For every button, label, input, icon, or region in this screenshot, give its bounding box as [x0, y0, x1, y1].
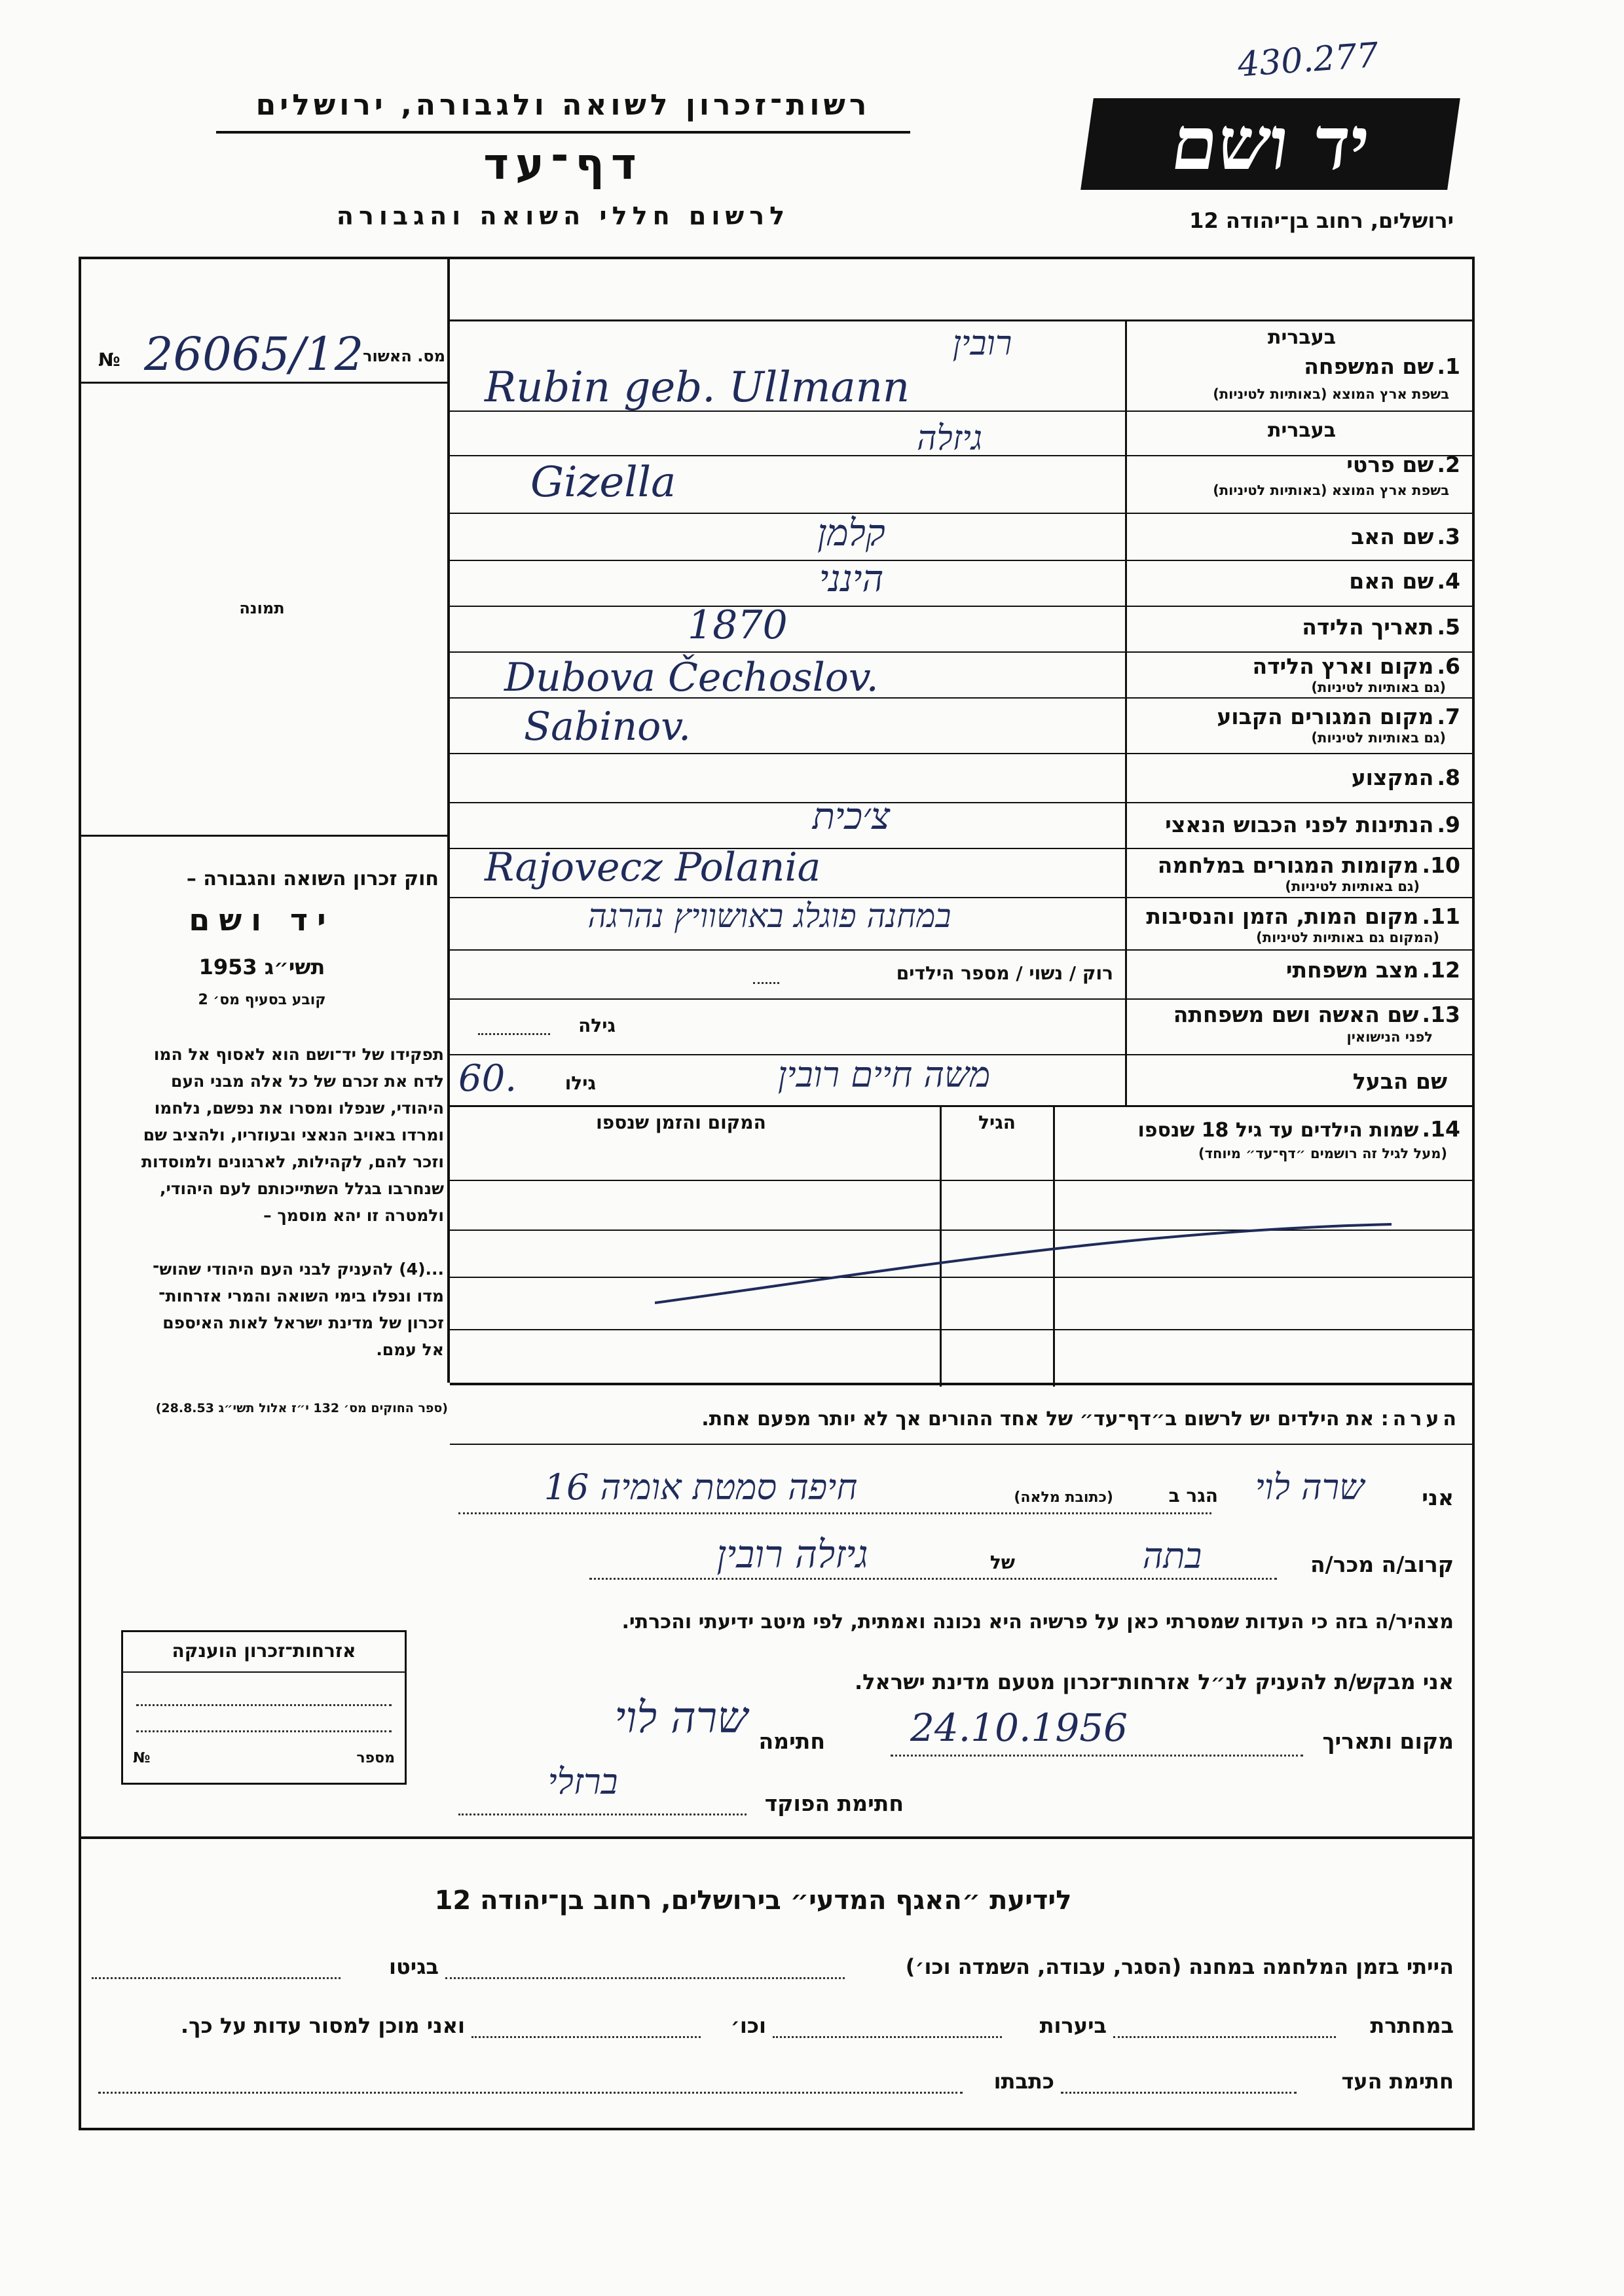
field-label: שם האם	[1349, 568, 1434, 594]
address-hint: (כתובת מלאה)	[1014, 1489, 1113, 1506]
law-line: מדו ונפלו בימי השואה והמרי אזרחות־	[158, 1286, 444, 1305]
field-7-sub: (גם באותיות לטיניות)	[1311, 730, 1446, 746]
field-1-sub: בשפת ארץ המוצא (באותיות לטיניות)	[1213, 386, 1449, 402]
field-label: הנתינות לפני הכבוש הנאצי	[1165, 812, 1434, 837]
law-line: שנחרבו בגלל השתייכותם לעם היהודי,	[159, 1179, 444, 1198]
photo-box-top	[79, 382, 449, 384]
children-row-line	[450, 1180, 1472, 1181]
info-section-rule	[79, 1836, 1475, 1839]
place-date-line	[891, 1755, 1303, 1757]
field-1-hebrew-header: בעברית	[1268, 326, 1336, 349]
row-line	[450, 651, 1472, 653]
info-line-1: הייתי בזמן המלחמה במחנה (הסגר, עבודה, השמדה וכו׳)	[905, 1954, 1454, 1979]
approval-number: 26065/12	[144, 327, 364, 381]
children-sub: (מעל לגיל זה רושמים ״דף־עד״ מיוחד)	[1198, 1146, 1447, 1161]
field-1-label	[1133, 354, 1460, 379]
place-date: 24.10.1956	[910, 1705, 1128, 1750]
husband-label: שם הבעל	[1352, 1068, 1447, 1094]
law-line: זכרון של מדינת ישראל לאות האיספם	[162, 1313, 444, 1332]
header-address: ירושלים, רחוב בן־יהודה 12	[1189, 208, 1454, 233]
citizenship-box	[121, 1630, 407, 1785]
form-title: דף־עד	[483, 139, 643, 189]
forests-blank	[773, 2036, 1002, 2038]
row-line	[450, 949, 1472, 951]
field-label: מקום המגורים הקבוע	[1217, 704, 1434, 729]
field-label: מקומות המגורים במלחמה	[1157, 852, 1419, 878]
field-7-label	[1133, 704, 1460, 729]
law-line: היהודי, שנפלו ומסרו את נפשם, נלחמו	[154, 1099, 444, 1118]
field-number: 12.	[1422, 957, 1460, 983]
citizenship-title: אזרחות־זכרון הוענקה	[172, 1640, 356, 1662]
ready-testify: ואני מוכן למסור עדות על כך.	[180, 2013, 465, 2038]
nationality: צ׳כית	[812, 795, 891, 838]
field-label: שם האשה ושם משפחתה	[1173, 1002, 1419, 1027]
mother-name: הינני	[819, 558, 884, 600]
frame-top	[79, 257, 1475, 259]
husband-name: משה חיים רובין	[777, 1054, 991, 1095]
declarant-address: חיפה סמטת אומיה 16	[544, 1467, 858, 1508]
field-number: 13.	[1422, 1002, 1460, 1027]
citizenship-no-sign: №	[133, 1750, 151, 1766]
info-title: לידיעת ״האגף המדעי״ בירושלים, רחוב בן־יהודה 12	[434, 1886, 1072, 1916]
field-13-label	[1133, 1002, 1460, 1027]
husband-age: 60.	[458, 1057, 517, 1100]
top-row-divider	[447, 319, 1475, 321]
field-number: 3.	[1437, 524, 1460, 549]
label-column-divider	[1125, 319, 1127, 1105]
citizenship-number-label: מספר	[356, 1750, 395, 1766]
note-rule	[450, 1444, 1472, 1445]
citizenship-line	[136, 1704, 392, 1706]
field-5-label	[1133, 614, 1460, 640]
officer-line	[458, 1813, 747, 1815]
citizenship-line	[136, 1730, 392, 1732]
birth-date: 1870	[688, 602, 788, 648]
given-name-latin: Gizella	[530, 458, 676, 507]
law-clause: קובע בסעיף מס׳ 2	[198, 992, 326, 1008]
underground-blank	[1113, 2036, 1336, 2038]
field-number: 14.	[1422, 1116, 1460, 1142]
law-line: ...(4) להעניק לבני העם היהודי שהוש־	[152, 1260, 444, 1279]
law-line: וזכר להם, לקהילות, לארגונים ולמוסדות	[141, 1152, 444, 1171]
relative-label: קרוב/ה מכר/ה	[1310, 1552, 1454, 1577]
father-name: קלמן	[817, 512, 885, 555]
strike-through-line	[655, 1218, 1395, 1309]
row-line	[450, 1105, 1472, 1107]
children-label	[1067, 1116, 1460, 1142]
wife-age-label: גילה	[578, 1015, 616, 1036]
officer-signature: ברזלי	[547, 1761, 618, 1802]
frame-right	[1472, 257, 1475, 2129]
frame-left	[79, 257, 81, 2129]
photo-label: תמונה	[239, 599, 285, 617]
request-text: אני מבקש/ת להעניק לנ״ל אזרחות־זכרון מטעם מדינת ישראל.	[855, 1669, 1454, 1694]
husband-age-label: גילו	[564, 1072, 596, 1094]
field-number: 6.	[1437, 653, 1460, 679]
marital-line	[753, 982, 779, 984]
field-number: 2.	[1437, 452, 1460, 477]
row-line	[450, 753, 1472, 754]
field-11-sub: (המקום גם באותיות לטיניות)	[1256, 930, 1439, 945]
wife-age-line	[478, 1033, 550, 1035]
field-number: 7.	[1437, 704, 1460, 729]
header-rule	[216, 131, 910, 134]
field-number: 10.	[1422, 852, 1460, 878]
field-2-label	[1133, 452, 1460, 477]
field-13-sub: לפני הנישואין	[1346, 1029, 1433, 1045]
field-label: שם המשפחה	[1304, 354, 1434, 379]
left-column-divider	[447, 257, 450, 1383]
residence: Sabinov.	[524, 704, 692, 750]
law-year: תשי״ג 1953	[198, 955, 325, 979]
law-line: לדח את זכרם של כל אלה מבני העם	[171, 1072, 444, 1091]
law-line: תפקידו של יד־ושם הוא לאסוף אל המו	[153, 1045, 444, 1064]
authority-line: רשות־זכרון לשואה ולגבורה, ירושלים	[255, 88, 871, 122]
field-label: תאריך הלידה	[1302, 614, 1434, 640]
signature: שרה לוי	[614, 1692, 748, 1743]
witness-address-blank	[98, 2092, 963, 2094]
approval-label: מס. האשור	[363, 347, 445, 365]
field-10-label	[1133, 852, 1460, 878]
law-gazette: (ספר החוקים מס׳ 132 י״ז אלול תשי״ג 28.8.53)	[155, 1401, 448, 1415]
field-label: המקצוע	[1351, 765, 1434, 790]
field-number: 5.	[1437, 614, 1460, 640]
witness-signature-label: חתימת העד	[1341, 2069, 1454, 2094]
law-line: ומרדו באויב הנאצי ובעוזריו, ולהציב שם	[143, 1125, 444, 1144]
wartime-residence: Rajovecz Polania	[485, 845, 821, 890]
etc-blank	[471, 2036, 701, 2038]
children-place-header: המקום והזמן שנספו	[596, 1112, 766, 1133]
surname-latin: Rubin geb. Ullmann	[485, 363, 910, 412]
field-label: מקום המות, הזמן והנסיבות	[1146, 903, 1419, 929]
law-line: אל עמם.	[376, 1340, 444, 1359]
field-6-sub: (גם באותיות לטיניות)	[1311, 680, 1446, 695]
declaration-text: מצהיר/ה בזה כי העדות שמסרתי כאן על פרשיה היא נכונה ואמתית, לפי מיטב ידיעתי והכרתי.	[621, 1611, 1454, 1633]
note-label: הערה:	[1380, 1408, 1460, 1430]
field-number: 1.	[1437, 354, 1460, 379]
law-name: יד ושם	[189, 902, 335, 938]
note	[458, 1408, 1460, 1430]
birth-place: Dubova Čechoslov.	[504, 655, 879, 701]
witness-signature-blank	[1061, 2092, 1297, 2094]
row-line	[450, 606, 1472, 607]
field-label: מצב משפחתי	[1285, 957, 1419, 983]
field-6-label	[1133, 653, 1460, 679]
field-8-label	[1133, 765, 1460, 790]
children-bottom	[450, 1383, 1472, 1385]
archive-number: 430.277	[1236, 35, 1380, 85]
field-2-sub: בשפת ארץ המוצא (באותיות לטיניות)	[1213, 483, 1449, 498]
of-label: של	[989, 1552, 1015, 1573]
citizenship-title-rule	[123, 1671, 405, 1673]
ghetto-label: בגיטו	[389, 1954, 439, 1979]
approval-no-sign: №	[98, 349, 120, 371]
residing-label: הגר ב	[1168, 1485, 1218, 1506]
law-title: חוק זכרון השואה והגבורה –	[186, 867, 439, 890]
etc-label: וכו׳	[730, 2013, 766, 2038]
row-line	[450, 998, 1472, 1000]
field-11-label	[1133, 903, 1460, 929]
law-line: ולמטרה זו יהא מוסמך –	[263, 1206, 444, 1225]
field-number: 8.	[1437, 765, 1460, 790]
underground-label: במחתרת	[1370, 2013, 1454, 2038]
forests-label: ביערות	[1039, 2013, 1107, 2038]
place-date-label: מקום ותאריך	[1322, 1728, 1454, 1754]
yad-vashem-logo: יד ושם	[1080, 98, 1460, 190]
declarant-name: שרה לוי	[1255, 1467, 1365, 1508]
field-label: מקום וארץ הלידה	[1252, 653, 1434, 679]
children-row-line	[450, 1329, 1472, 1330]
frame-bottom	[79, 2128, 1475, 2130]
field-4-label	[1133, 568, 1460, 594]
relation: בתה	[1142, 1535, 1202, 1576]
photo-box-bottom	[79, 835, 449, 837]
signature-label: חתימה	[758, 1728, 825, 1754]
form-subtitle: לרשום חללי השואה והגבורה	[336, 202, 790, 230]
surname-hebrew: רובין	[952, 324, 1012, 363]
field-9-label	[1133, 812, 1460, 837]
of-name: גיזלה רובין	[716, 1532, 868, 1576]
declarant-i-label: אני	[1422, 1485, 1454, 1510]
law-paragraph-1	[84, 1041, 444, 1229]
witness-address-label: כתבתו	[993, 2069, 1054, 2094]
law-paragraph-2	[84, 1256, 444, 1363]
field-label: שם פרטי	[1346, 452, 1434, 477]
field-3-label	[1133, 524, 1460, 549]
field-2-hebrew-header: בעברית	[1268, 419, 1336, 442]
field-label: שמות הילדים עד גיל 18 שנספו	[1137, 1119, 1419, 1142]
given-name-hebrew: גיזלה	[916, 419, 983, 458]
field-label: שם האב	[1351, 524, 1434, 549]
info-line-1-blank	[445, 1977, 845, 1979]
field-number: 9.	[1437, 812, 1460, 837]
field-10-sub: (גם באותיות לטיניות)	[1285, 879, 1420, 894]
note-text: את הילדים יש לרשום ב״דף־עד״ של אחד ההורים אך לא יותר מפעם אחת.	[701, 1408, 1375, 1430]
field-number: 4.	[1437, 568, 1460, 594]
children-age-header: הגיל	[978, 1112, 1016, 1133]
death-place: במחנה פוגלג באושוויץ נהרגה	[587, 897, 951, 935]
officer-label: חתימת הפוקד	[764, 1791, 904, 1816]
ghetto-blank	[92, 1977, 341, 1979]
field-number: 11.	[1422, 903, 1460, 929]
field-12-label	[1133, 957, 1460, 983]
relation-line	[589, 1578, 1277, 1580]
address-line	[458, 1512, 1211, 1514]
marital-options: רוק / נשוי / מספר הילדים	[896, 962, 1113, 984]
